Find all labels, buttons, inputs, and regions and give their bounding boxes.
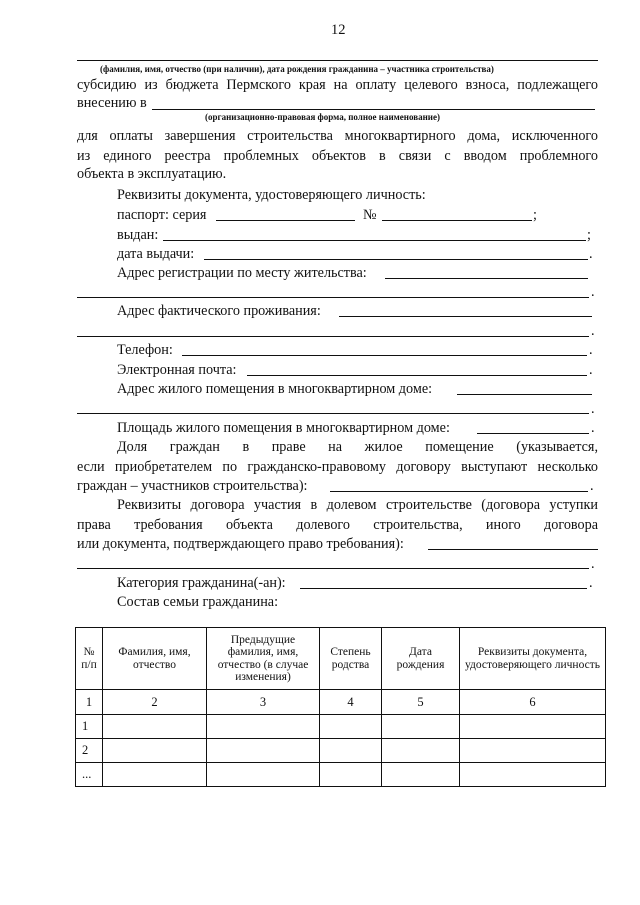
table-cell[interactable] [103, 739, 207, 763]
column-number: 6 [460, 690, 606, 715]
row-index: ... [76, 763, 103, 787]
table-cell[interactable] [382, 739, 460, 763]
issued-by-label: выдан: [117, 227, 159, 243]
column-number: 1 [76, 690, 103, 715]
issue-date-period: . [589, 246, 593, 262]
registration-address-field[interactable] [385, 278, 588, 279]
actual-address-field-2[interactable] [77, 336, 589, 337]
contract-field[interactable] [428, 549, 598, 550]
row-index: 1 [76, 715, 103, 739]
registration-address-field-2[interactable] [77, 297, 589, 298]
apartment-address-field[interactable] [457, 394, 592, 395]
table-cell[interactable] [207, 739, 320, 763]
table-cell[interactable] [320, 763, 382, 787]
category-label: Категория гражданина(-ан): [117, 575, 286, 591]
issued-by-semicolon: ; [587, 227, 591, 243]
apartment-area-period: . [591, 420, 595, 436]
header-full-name: Фамилия, имя, отчество [103, 628, 207, 690]
organization-line[interactable] [152, 109, 595, 110]
header-index: № п/п [76, 628, 103, 690]
share-period: . [590, 478, 594, 494]
contract-line-1: Реквизиты договора участия в долевом строительстве (договора уступки [117, 497, 598, 513]
table-header-row [76, 628, 606, 690]
table-row [76, 763, 606, 787]
table-cell[interactable] [382, 715, 460, 739]
apartment-area-label: Площадь жилого помещения в многоквартирном доме: [117, 420, 450, 436]
page-number: 12 [331, 22, 346, 38]
passport-number-label: № [363, 207, 377, 223]
table-cell[interactable] [207, 763, 320, 787]
apartment-address-label: Адрес жилого помещения в многоквартирном доме: [117, 381, 433, 397]
phone-period: . [589, 342, 593, 358]
apartment-address-period: . [591, 401, 595, 417]
share-line-3: граждан – участников строительства): [77, 478, 308, 494]
contract-line-3: или документа, подтверждающего право требования): [77, 536, 404, 552]
table-cell[interactable] [103, 763, 207, 787]
category-field[interactable] [300, 588, 587, 589]
contract-line-2: права требования объекта долевого строительства, иного договора [77, 517, 598, 533]
passport-series-field[interactable] [216, 220, 355, 221]
registration-address-label: Адрес регистрации по месту жительства: [117, 265, 367, 281]
table-cell[interactable] [320, 715, 382, 739]
family-table [75, 627, 606, 787]
passport-number-field[interactable] [382, 220, 532, 221]
row-index: 2 [76, 739, 103, 763]
table-cell[interactable] [103, 715, 207, 739]
header-birth-date: Дата рождения [382, 628, 460, 690]
column-number-row [76, 690, 606, 715]
issue-date-field[interactable] [204, 259, 588, 260]
share-line-2: если приобретателем по гражданско-правовому договору выступают несколько [77, 459, 598, 475]
header-previous-name: Предыдущие фамилия, имя, отчество (в случае изменения) [207, 628, 320, 690]
registration-address-period: . [591, 284, 595, 300]
actual-address-period: . [591, 323, 595, 339]
column-number: 5 [382, 690, 460, 715]
table-row [76, 715, 606, 739]
column-number: 2 [103, 690, 207, 715]
table-cell[interactable] [460, 715, 606, 739]
actual-address-field[interactable] [339, 316, 592, 317]
column-number: 4 [320, 690, 382, 715]
share-field[interactable] [330, 491, 588, 492]
contract-period: . [591, 556, 595, 572]
subsidy-line-1: субсидию из бюджета Пермского края на оплату целевого взноса, подлежащего [77, 77, 598, 93]
email-label: Электронная почта: [117, 362, 237, 378]
passport-semicolon: ; [533, 207, 537, 223]
family-heading: Состав семьи гражданина: [117, 594, 279, 610]
actual-address-label: Адрес фактического проживания: [117, 303, 321, 319]
purpose-line-2: из единого реестра проблемных объектов в связи с вводом проблемного [77, 148, 598, 164]
organization-caption: (организационно-правовая форма, полное наименование) [205, 112, 440, 122]
email-period: . [589, 362, 593, 378]
applicant-name-line[interactable] [77, 60, 598, 61]
apartment-address-field-2[interactable] [77, 413, 589, 414]
phone-label: Телефон: [117, 342, 173, 358]
purpose-line-3: объекта в эксплуатацию. [77, 166, 227, 182]
email-field[interactable] [247, 375, 587, 376]
table-cell[interactable] [460, 763, 606, 787]
purpose-line-1: для оплаты завершения строительства многоквартирного дома, исключенного [77, 128, 598, 144]
contract-field-2[interactable] [77, 568, 589, 569]
header-identity-document: Реквизиты документа, удостоверяющего личность [460, 628, 606, 690]
apartment-area-field[interactable] [477, 433, 589, 434]
table-row [76, 739, 606, 763]
table-cell[interactable] [320, 739, 382, 763]
issued-by-field[interactable] [163, 240, 586, 241]
share-line-1: Доля граждан в праве на жилое помещение (указывается, [117, 439, 598, 455]
issue-date-label: дата выдачи: [117, 246, 195, 262]
table-cell[interactable] [460, 739, 606, 763]
column-number: 3 [207, 690, 320, 715]
passport-series-label: паспорт: серия [117, 207, 207, 223]
subsidy-line-2: внесению в [77, 95, 147, 111]
phone-field[interactable] [182, 355, 587, 356]
table-cell[interactable] [382, 763, 460, 787]
header-relationship: Степень родства [320, 628, 382, 690]
table-cell[interactable] [207, 715, 320, 739]
identity-heading: Реквизиты документа, удостоверяющего личность: [117, 187, 426, 203]
category-period: . [589, 575, 593, 591]
applicant-caption: (фамилия, имя, отчество (при наличии), дата рождения гражданина – участника строительства) [100, 64, 494, 74]
